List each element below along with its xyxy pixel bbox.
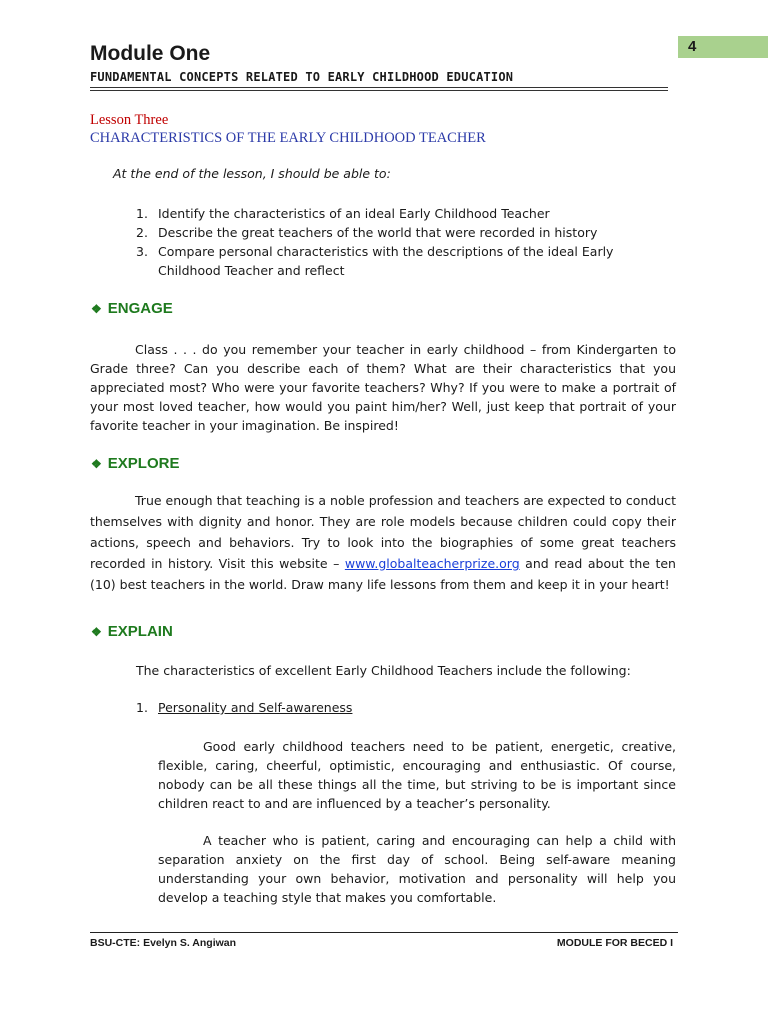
personality-text-2: A teacher who is patient, caring and encouraging can help a child with separation anxiety on the first day of school. Being self-aware meaning understanding your own behavior, motivation and personality will help you develop a teaching style that makes you comfortable. xyxy=(158,833,676,905)
objective-item xyxy=(136,242,676,280)
objective-text: Compare personal characteristics with the descriptions of the ideal Early Childhood Teacher and reflect xyxy=(158,244,614,278)
explore-text xyxy=(90,490,676,595)
personality-paragraph-1 xyxy=(158,737,676,813)
footer-divider xyxy=(90,932,678,933)
explain-heading xyxy=(91,623,173,640)
engage-text: Class . . . do you remember your teacher in early childhood – from Kindergarten to Grade three? Can you describe each of them? What are their characteristics that you appreciated most? Who were your favorite teachers? Why? If you were to make a portrait of your most loved teacher, how would you paint him/her? Well, just keep that portrait of your favorite teacher in your imagination. Be inspired! xyxy=(90,342,676,433)
explain-item-title: Personality and Self-awareness xyxy=(158,700,353,715)
objective-item xyxy=(136,223,676,242)
explore-heading-text: EXPLORE xyxy=(107,455,180,472)
explore-heading xyxy=(91,455,179,472)
module-subtitle: FUNDAMENTAL CONCEPTS RELATED TO EARLY CHILDHOOD EDUCATION xyxy=(90,70,514,84)
explain-heading-text: EXPLAIN xyxy=(107,623,173,640)
explore-text-before-link: True enough that teaching is a noble profession and teachers are expected to conduct themselves with dignity and honor. They are role models because children could copy their actions, speech and behaviors. Try to look into the biographies of some great teachers recorded in history. Visit this website – xyxy=(90,493,676,571)
personality-text-1: Good early childhood teachers need to be patient, energetic, creative, flexible, caring, cheerful, optimistic, encouraging and enthusiastic. Of course, nobody can be all these things all the time, but striving to be is important since children react to and are influenced by a teacher’s personality. xyxy=(158,739,676,811)
diamond-bullet-icon: ❖ xyxy=(91,302,102,316)
explore-paragraph xyxy=(90,490,676,595)
engage-heading xyxy=(91,300,173,317)
header-divider xyxy=(90,87,668,91)
objectives-intro: At the end of the lesson, I should be able to: xyxy=(113,166,391,181)
footer-author: BSU-CTE: Evelyn S. Angiwan xyxy=(90,937,237,949)
diamond-bullet-icon: ❖ xyxy=(91,625,102,639)
objective-number: 3. xyxy=(136,244,148,259)
page-number-badge: 4 xyxy=(678,36,768,58)
module-title: Module One xyxy=(90,42,211,65)
explain-intro: The characteristics of excellent Early Childhood Teachers include the following: xyxy=(136,663,631,678)
objectives-list xyxy=(136,204,676,280)
diamond-bullet-icon: ❖ xyxy=(91,457,102,471)
objective-number: 1. xyxy=(136,206,148,221)
objective-item xyxy=(136,204,676,223)
engage-heading-text: ENGAGE xyxy=(107,300,173,317)
globalteacherprize-link[interactable]: www.globalteacherprize.org xyxy=(344,556,520,571)
lesson-label: Lesson Three xyxy=(90,112,169,128)
footer-module-name: MODULE FOR BECED I xyxy=(556,937,673,949)
engage-paragraph xyxy=(90,340,676,435)
explore-text-after-link: and read about the ten (10) best teachers in the world. Draw many life lessons from them and keep it in your heart! xyxy=(90,556,676,592)
personality-paragraph-2 xyxy=(158,831,676,907)
lesson-title: CHARACTERISTICS OF THE EARLY CHILDHOOD TEACHER xyxy=(90,130,486,146)
objective-number: 2. xyxy=(136,225,148,240)
explain-item-number: 1. xyxy=(136,700,148,715)
objective-text: Identify the characteristics of an ideal Early Childhood Teacher xyxy=(158,206,550,221)
objective-text: Describe the great teachers of the world that were recorded in history xyxy=(158,225,598,240)
